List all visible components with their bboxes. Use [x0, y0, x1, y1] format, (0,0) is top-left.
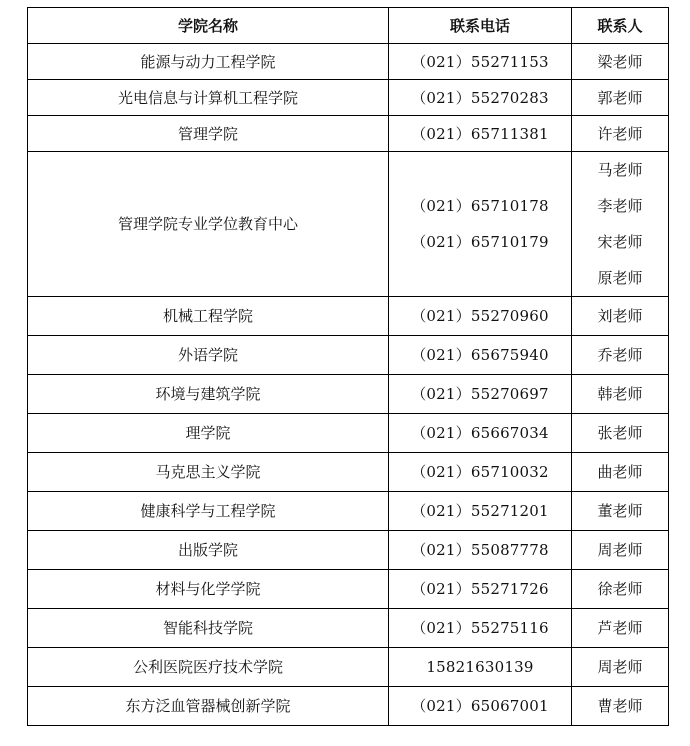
table-row: [28, 44, 669, 80]
table-row: [28, 531, 669, 570]
phone-cell-multi: [389, 152, 572, 297]
table-row: [28, 609, 669, 648]
table-header-row: [28, 8, 669, 44]
table-row: [28, 492, 669, 531]
phone-number: （021）55087778: [389, 531, 572, 570]
header-contact: 联系人: [572, 8, 669, 44]
table-row: [28, 297, 669, 336]
contact-person: 曲老师: [572, 453, 669, 492]
phone-number: （021）55275116: [389, 609, 572, 648]
contact-person: 马老师: [597, 161, 643, 179]
phone-number: （021）65667034: [389, 414, 572, 453]
phone-number: （021）55270960: [389, 297, 572, 336]
college-name: 环境与建筑学院: [28, 375, 389, 414]
college-name: 材料与化学学院: [28, 570, 389, 609]
college-name: 管理学院专业学位教育中心: [28, 152, 389, 297]
header-college: 学院名称: [28, 8, 389, 44]
phone-number: （021）55270283: [389, 80, 572, 116]
phone-number: （021）65710179: [411, 233, 549, 251]
contact-person: 董老师: [572, 492, 669, 531]
college-name: 理学院: [28, 414, 389, 453]
contact-cell-multi: [572, 152, 669, 297]
contact-person: 刘老师: [572, 297, 669, 336]
contact-person: 许老师: [572, 116, 669, 152]
college-name: 机械工程学院: [28, 297, 389, 336]
college-name: 东方泛血管器械创新学院: [28, 687, 389, 726]
college-name: 公利医院医疗技术学院: [28, 648, 389, 687]
table-row: [28, 453, 669, 492]
contact-person: 李老师: [597, 197, 643, 215]
contact-person: 宋老师: [597, 233, 643, 251]
contact-person: 韩老师: [572, 375, 669, 414]
college-name: 健康科学与工程学院: [28, 492, 389, 531]
college-contact-table: [27, 7, 669, 726]
contact-person: 徐老师: [572, 570, 669, 609]
phone-number: （021）65710178: [411, 197, 549, 215]
contact-person: 曹老师: [572, 687, 669, 726]
table-row: [28, 80, 669, 116]
college-name: 光电信息与计算机工程学院: [28, 80, 389, 116]
contact-person: 梁老师: [572, 44, 669, 80]
contact-person: 张老师: [572, 414, 669, 453]
contact-person: 周老师: [572, 531, 669, 570]
phone-number: （021）55271201: [389, 492, 572, 531]
contact-person: 周老师: [572, 648, 669, 687]
phone-number: （021）65711381: [389, 116, 572, 152]
phone-number: （021）55271726: [389, 570, 572, 609]
college-name: 管理学院: [28, 116, 389, 152]
college-name: 能源与动力工程学院: [28, 44, 389, 80]
table-row: [28, 152, 669, 297]
college-name: 马克思主义学院: [28, 453, 389, 492]
phone-number: （021）55270697: [389, 375, 572, 414]
table-row: [28, 687, 669, 726]
table-row: [28, 648, 669, 687]
phone-number: （021）65710032: [389, 453, 572, 492]
college-name: 出版学院: [28, 531, 389, 570]
phone-number: （021）65675940: [389, 336, 572, 375]
phone-number: （021）55271153: [389, 44, 572, 80]
contact-person: 郭老师: [572, 80, 669, 116]
college-name: 外语学院: [28, 336, 389, 375]
contact-person: 芦老师: [572, 609, 669, 648]
table-row: [28, 414, 669, 453]
table-row: [28, 375, 669, 414]
contact-person: 乔老师: [572, 336, 669, 375]
phone-number: 15821630139: [389, 648, 572, 687]
table-row: [28, 336, 669, 375]
table-row: [28, 116, 669, 152]
contact-person: 原老师: [597, 269, 643, 287]
college-name: 智能科技学院: [28, 609, 389, 648]
header-phone: 联系电话: [389, 8, 572, 44]
table-row: [28, 570, 669, 609]
phone-number: （021）65067001: [389, 687, 572, 726]
